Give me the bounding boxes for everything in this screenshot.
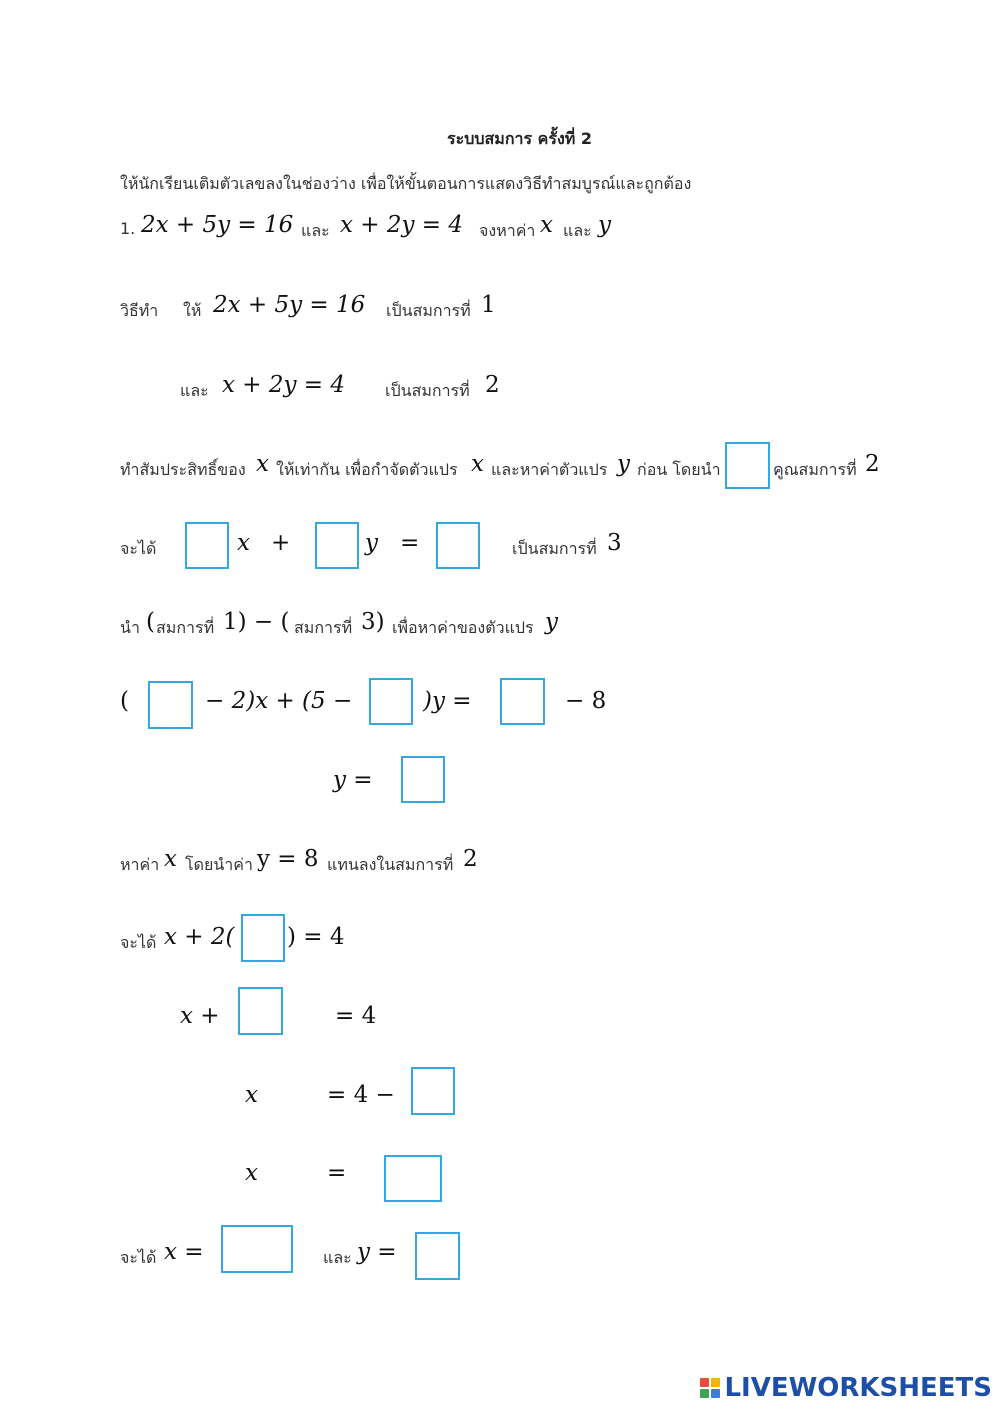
method-and: และ <box>180 381 209 400</box>
sub-line2-a: x + <box>180 1003 220 1029</box>
instruction: ให้นักเรียนเติมตัวเลขลงในช่องว่าง เพื่อให้ขั้นตอนการแสดงวิธีทำสมบูรณ์และถูกต้อง <box>120 174 692 193</box>
sub-text-2: สมการที่ <box>156 618 215 637</box>
sub-n2: 3) <box>361 609 385 635</box>
sub-line4-a: x <box>245 1160 258 1186</box>
logo-square-i <box>711 1378 720 1387</box>
final-x-input[interactable] <box>221 1225 293 1273</box>
diff-input-1[interactable] <box>148 681 193 729</box>
diff-input-2[interactable] <box>369 678 413 725</box>
final-y-eq: y = <box>357 1239 397 1265</box>
method-eq1: 2x + 5y = 16 <box>213 292 366 318</box>
problem-y: y <box>598 212 611 238</box>
problem-eq2: x + 2y = 4 <box>340 212 464 238</box>
sub-line1-b: ) = 4 <box>287 924 345 950</box>
method-eq2-desc: เป็นสมการที่ <box>385 381 470 400</box>
sub-text-1: นำ <box>120 618 140 637</box>
coef-text-5: คูณสมการที่ <box>773 460 857 479</box>
eq3-label: จะได้ <box>120 539 157 558</box>
liveworksheets-logo <box>700 1373 992 1403</box>
problem-and: และ <box>301 221 330 240</box>
coef-text-4: ก่อน โดยนำ <box>637 460 721 479</box>
coef-text-1: ทำสัมประสิทธิ์ของ <box>120 460 246 479</box>
sub-line4-input[interactable] <box>384 1155 442 1202</box>
eq3-rhs-input[interactable] <box>436 522 480 569</box>
logo-square-l <box>700 1378 709 1387</box>
coef-x2: x <box>471 451 484 477</box>
problem-ask: จงหาค่า <box>479 221 536 240</box>
problem-and2: และ <box>563 221 592 240</box>
findx-text-1: หาค่า <box>120 855 160 874</box>
findx-expr: y = 8 <box>257 846 319 872</box>
sub-line-label: จะได้ <box>120 933 157 952</box>
eq3-y: y <box>365 530 378 556</box>
coef-y: y <box>617 451 630 477</box>
coef-num: 2 <box>865 451 880 477</box>
problem-eq1: 2x + 5y = 16 <box>141 212 294 238</box>
method-eq1-num: 1 <box>481 292 496 318</box>
logo-square-e <box>711 1389 720 1398</box>
final-y-input[interactable] <box>415 1232 460 1280</box>
findx-num: 2 <box>463 846 478 872</box>
sub-open: ( <box>146 609 155 635</box>
logo-square-v <box>700 1389 709 1398</box>
sub-line2-b: = 4 <box>335 1003 377 1029</box>
sub-text-3: สมการที่ <box>294 618 353 637</box>
sub-line4-b: = <box>327 1160 347 1186</box>
eq3-x: x <box>237 530 250 556</box>
eq3-desc: เป็นสมการที่ <box>512 539 597 558</box>
method-eq1-desc: เป็นสมการที่ <box>386 301 471 320</box>
problem-number: 1. <box>120 219 136 238</box>
sub-line3-a: x <box>245 1082 258 1108</box>
eq3-y-coef-input[interactable] <box>315 522 359 569</box>
final-x-eq: x = <box>164 1239 204 1265</box>
problem-x: x <box>540 212 553 238</box>
findx-x: x <box>164 846 177 872</box>
diff-part-3: − 8 <box>565 688 607 714</box>
final-label: จะได้ <box>120 1248 157 1267</box>
sub-text-4: เพื่อหาค่าของตัวแปร <box>392 618 534 637</box>
logo-mark-icon <box>700 1378 720 1398</box>
method-eq2-num: 2 <box>485 372 500 398</box>
multiplier-input[interactable] <box>725 442 770 489</box>
eq3-num: 3 <box>607 530 622 556</box>
sub-line1-a: x + 2( <box>164 924 235 950</box>
eq3-x-coef-input[interactable] <box>185 522 229 569</box>
sub-y: y <box>545 609 558 635</box>
coef-text-2: ให้เท่ากัน เพื่อกำจัดตัวแปร <box>276 460 458 479</box>
coef-text-3: และหาค่าตัวแปร <box>491 460 608 479</box>
method-eq2: x + 2y = 4 <box>222 372 346 398</box>
sub-line1-input[interactable] <box>241 914 285 962</box>
method-let: ให้ <box>183 301 202 320</box>
diff-part-1: − 2)x + (5 − <box>205 688 353 714</box>
diff-part-2: )y = <box>423 688 472 714</box>
eq3-equals: = <box>400 530 420 556</box>
sub-line2-input[interactable] <box>238 987 283 1035</box>
sub-line3-input[interactable] <box>411 1067 455 1115</box>
findx-text-3: แทนลงในสมการที่ <box>327 855 454 874</box>
y-equals: y = <box>333 767 373 793</box>
method-label: วิธีทำ <box>120 301 159 320</box>
sub-n1: 1) − ( <box>223 609 290 635</box>
final-and: และ <box>323 1248 352 1267</box>
page-title: ระบบสมการ ครั้งที่ 2 <box>447 129 593 148</box>
coef-x1: x <box>256 451 269 477</box>
findx-text-2: โดยนำค่า <box>185 855 253 874</box>
sub-line3-b: = 4 − <box>327 1082 395 1108</box>
eq3-plus: + <box>271 530 291 556</box>
y-value-input[interactable] <box>401 756 445 803</box>
diff-input-3[interactable] <box>500 678 545 725</box>
brand-name: LIVEWORKSHEETS <box>724 1373 992 1403</box>
diff-open: ( <box>120 688 129 714</box>
